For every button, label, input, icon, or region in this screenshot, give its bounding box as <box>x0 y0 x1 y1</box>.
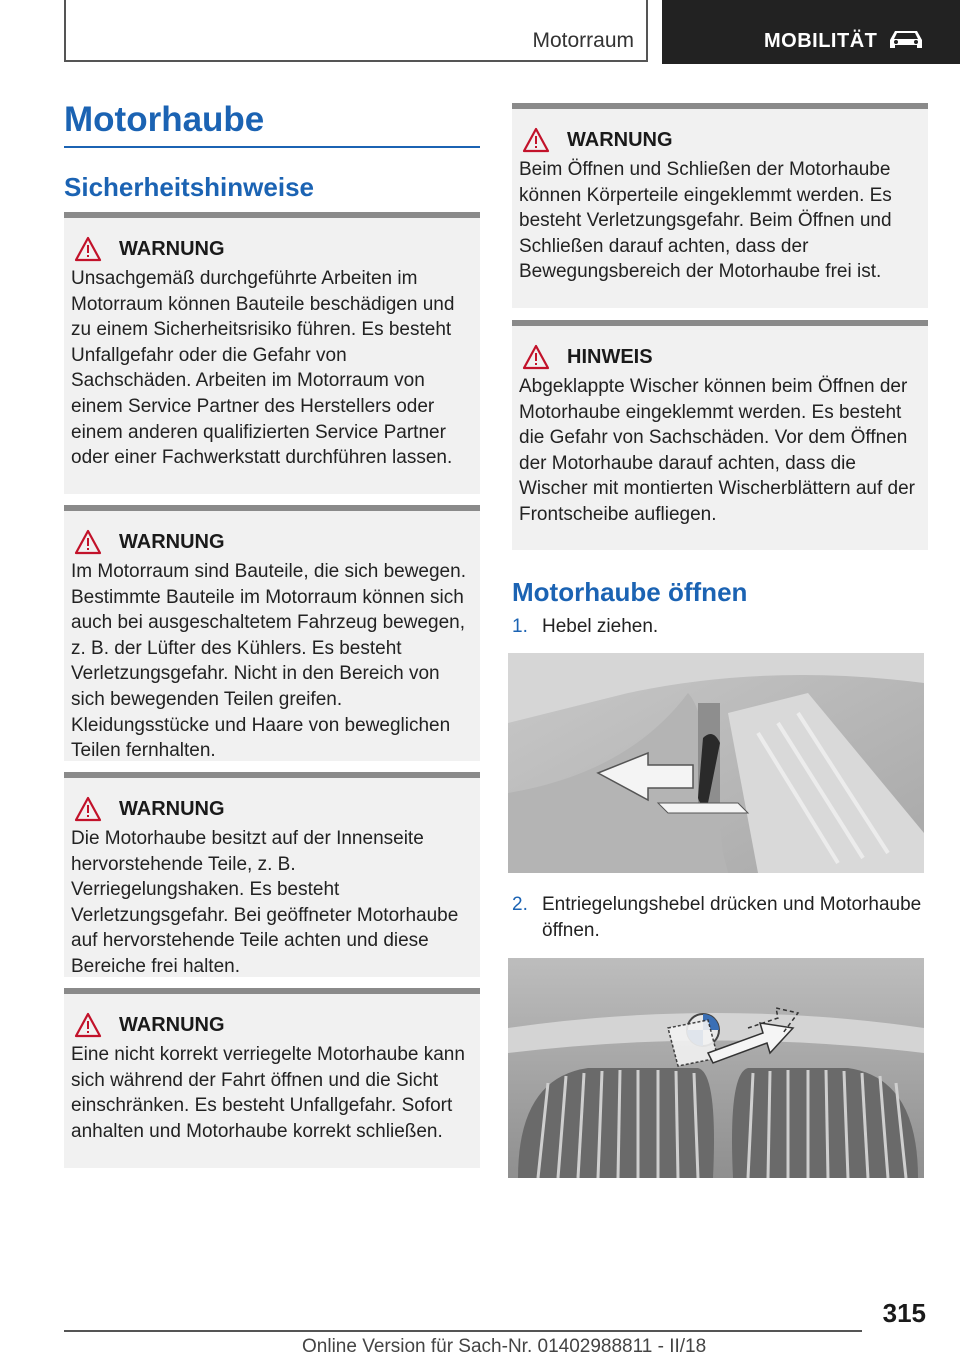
warning-text: Unsachgemäß durchgeführte Arbeiten im Motorraum können Bauteile beschädigen und zu einem Sicherheitsrisiko führen. Es besteht Unfallgefahr oder die Gefahr von Sachschäden. Arbeiten im Motorraum von einem Service Partner des Herstellers oder einem anderen qualifizierten Service Partner oder einer Fachwerkstatt durchführen lassen. <box>71 268 455 469</box>
header-section-box <box>64 0 648 62</box>
warning-box <box>512 103 928 308</box>
warning-box <box>64 505 480 761</box>
page-title: Motorhaube <box>64 100 265 139</box>
warning-triangle-icon <box>522 344 550 370</box>
warning-triangle-icon <box>74 796 102 822</box>
hood-grille-photo <box>508 958 924 1178</box>
page-number: 315 <box>882 1298 926 1328</box>
header-chapter-title: MOBILITÄT <box>764 30 878 52</box>
notice-box <box>512 320 928 550</box>
header-section-title: Motorraum <box>532 29 634 52</box>
hood-lever-illustration <box>508 653 924 873</box>
warning-text: Beim Öffnen und Schließen der Motorhaube können Körperteile eingeklemmt werden. Es besteht Verletzungsgefahr. Beim Öffnen und Schließen darauf achten, dass der Bewegungsbereich der Motorhaube frei ist. <box>519 159 892 283</box>
step-number: 2. <box>512 894 528 915</box>
notice-text: Abgeklappte Wischer können beim Öffnen der Motorhaube eingeklemmt werden. Es besteht die Gefahr von Sachschäden. Vor dem Öffnen der Motorhaube darauf achten, dass die Wischer mit montierten Wischerblättern auf der Frontscheibe aufliegen. <box>519 376 915 525</box>
step-item <box>512 614 932 640</box>
warning-triangle-icon <box>74 529 102 555</box>
hood-lever-photo <box>508 653 924 873</box>
warning-box <box>64 772 480 977</box>
warning-text: Im Motorraum sind Bauteile, die sich bewegen. Bestimmte Bauteile im Motorraum können sich auch bei ausgeschaltetem Fahrzeug bewegen, z. B. der Lüfter des Kühlers. Es besteht Verletzungsgefahr. Nicht in den Bereich von sich bewegenden Teilen greifen. Kleidungsstücke und Haare von beweglichen Teilen fernhalten. <box>71 561 466 762</box>
header-chapter-box <box>662 0 960 64</box>
step-number: 1. <box>512 616 528 637</box>
warning-triangle-icon <box>522 127 550 153</box>
warning-label: WARNUNG <box>119 237 225 260</box>
warning-box-title <box>71 796 472 822</box>
footer-online-version: Online Version für Sach-Nr. 01402988811 - II/18 <box>302 1336 707 1357</box>
warning-label: WARNUNG <box>567 128 673 151</box>
notice-box-title <box>519 344 920 370</box>
warning-text: Die Motorhaube besitzt auf der Innenseite hervorstehende Teile, z. B. Verriegelungshaken. Es besteht Verletzungsgefahr. Bei geöffneter Motorhaube auf hervorstehende Teile achten und diese Bereiche frei halten. <box>71 828 459 977</box>
warning-box <box>64 988 480 1168</box>
hood-grille-illustration <box>508 958 924 1178</box>
warning-box <box>64 212 480 494</box>
title-divider <box>64 146 480 148</box>
warning-label: WARNUNG <box>119 1013 225 1036</box>
warning-text: Eine nicht korrekt verriegelte Motorhaube kann sich während der Fahrt öffnen und die Sicht einschränken. Es besteht Unfallgefahr. Sofort anhalten und Motorhaube korrekt schließen. <box>71 1044 465 1142</box>
notice-label: HINWEIS <box>567 345 653 368</box>
footer-divider <box>64 1330 862 1332</box>
step-text: Entriegelungshebel drücken und Motorhaube öffnen. <box>542 894 922 941</box>
warning-box-title <box>71 1012 472 1038</box>
car-icon <box>886 28 926 52</box>
warning-box-title <box>519 127 920 153</box>
warning-box-title <box>71 236 472 262</box>
warning-label: WARNUNG <box>119 797 225 820</box>
warning-box-title <box>71 529 472 555</box>
section-heading-open: Motorhaube öffnen <box>512 577 748 607</box>
warning-triangle-icon <box>74 236 102 262</box>
section-heading-safety: Sicherheitshinweise <box>64 172 314 202</box>
step-text: Hebel ziehen. <box>542 616 659 637</box>
warning-label: WARNUNG <box>119 530 225 553</box>
warning-triangle-icon <box>74 1012 102 1038</box>
step-item <box>512 892 932 943</box>
